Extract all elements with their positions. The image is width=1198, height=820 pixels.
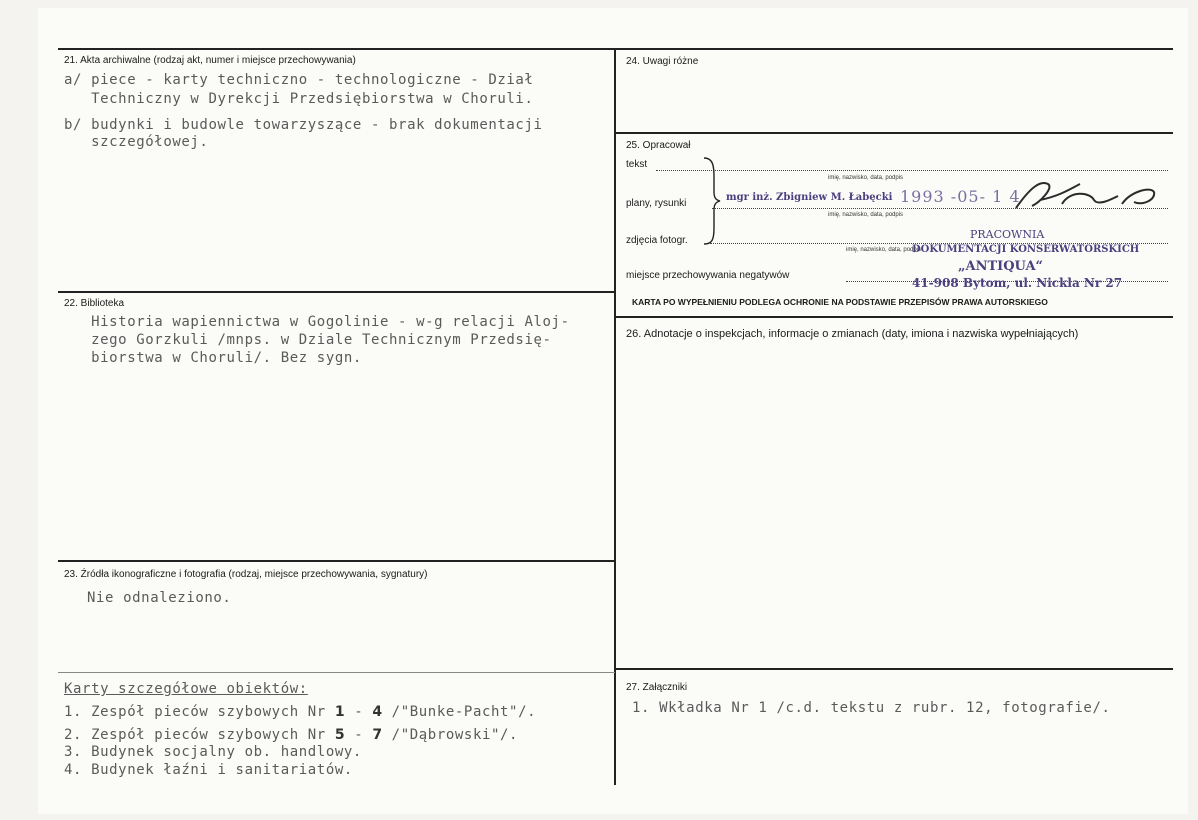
section-21-line-2: Techniczny w Dyrekcji Przedsiębiorstwa w Choruli.: [64, 91, 534, 107]
signature-icon: [1010, 178, 1160, 218]
section-27-label: 27. Załączniki: [626, 682, 688, 693]
stamp-line-1: PRACOWNIA: [970, 228, 1045, 241]
section-21-line-1: a/ piece - karty techniczno - technologiczne - Dział: [64, 72, 534, 88]
karty-item-4: 4. Budynek łaźni i sanitariatów.: [64, 762, 353, 778]
section-21-line-4: szczegółowej.: [64, 134, 209, 150]
zdjecia-label: zdjęcia fotogr.: [626, 235, 688, 246]
section-22-label: 22. Biblioteka: [64, 298, 125, 309]
section-21-label: 21. Akta archiwalne (rodzaj akt, numer i miejsce przechowywania): [64, 55, 356, 66]
center-divider: [614, 48, 616, 785]
tekst-label: tekst: [626, 159, 648, 170]
date-stamp: 1993 -05- 1 4: [900, 187, 1021, 206]
karty-heading: Karty szczegółowe obiektów:: [64, 681, 308, 697]
section-22-line-3: biorstwa w Choruli/. Bez sygn.: [64, 350, 362, 366]
brace-icon: [702, 156, 722, 246]
section-25-label: 25. Opracował: [626, 140, 691, 151]
plany-hint: imię, nazwisko, data, podpis: [828, 212, 904, 218]
section-21-line-3: b/ budynki i budowle towarzyszące - brak dokumentacji: [64, 117, 543, 133]
section-23-label: 23. Źródła ikonograficzne i fotografia (rodzaj, miejsce przechowywania, sygnatury): [64, 569, 428, 580]
tekst-line: [656, 170, 1168, 171]
rule-23: [58, 560, 615, 562]
section-26-label: 26. Adnotacje o inspekcjach, informacje o zmianach (daty, imiona i nazwiska wypełniających): [626, 328, 1079, 340]
negatywy-label: miejsce przechowywania negatywów: [626, 270, 790, 281]
zdjecia-hint: imię, nazwisko, data, podpis: [846, 247, 922, 253]
section-22-line-1: Historia wapiennictwa w Gogolinie - w-g relacji Aloj-: [64, 314, 570, 330]
stamp-line-2: DOKUMENTACJI KONSERWATORSKICH: [912, 244, 1140, 255]
stamp-line-4: 41-908 Bytom, ul. Nickla Nr 27: [912, 276, 1123, 290]
stamp-line-3: „ANTIQUA“: [958, 259, 1044, 274]
tekst-hint: imię, nazwisko, data, podpis: [828, 175, 904, 181]
karty-item-3: 3. Budynek socjalny ob. handlowy.: [64, 744, 362, 760]
rule-karty: [58, 672, 615, 673]
rule-22: [58, 291, 615, 293]
rule-25: [615, 132, 1173, 134]
handwritten-number: 7: [372, 727, 383, 743]
karty-item-1: 1. Zespół pieców szybowych Nr 1 - 4 /"Bunke-Pacht"/.: [64, 704, 537, 720]
section-27-text: 1. Wkładka Nr 1 /c.d. tekstu z rubr. 12, fotografie/.: [632, 700, 1111, 716]
handwritten-number: 1: [334, 704, 346, 720]
plany-label: plany, rysunki: [626, 198, 687, 209]
karty-item-2: 2. Zespół pieców szybowych Nr 5 - 7 /"Dąbrowski"/.: [64, 727, 519, 743]
copyright-notice: KARTA PO WYPEŁNIENIU PODLEGA OCHRONIE NA PODSTAWIE PRZEPISÓW PRAWA AUTORSKIEGO: [632, 297, 1048, 307]
rule-26: [615, 316, 1173, 318]
handwritten-number: 4: [372, 704, 383, 720]
author-stamp: mgr inż. Zbigniew M. Łabęcki: [726, 192, 893, 203]
handwritten-number: 5: [334, 727, 346, 743]
section-24-label: 24. Uwagi różne: [626, 56, 699, 67]
section-22-line-2: zego Gorzkuli /mnps. w Dziale Technicznym Przedsię-: [64, 332, 552, 348]
section-23-text: Nie odnaleziono.: [87, 590, 232, 606]
rule-27: [615, 668, 1173, 670]
